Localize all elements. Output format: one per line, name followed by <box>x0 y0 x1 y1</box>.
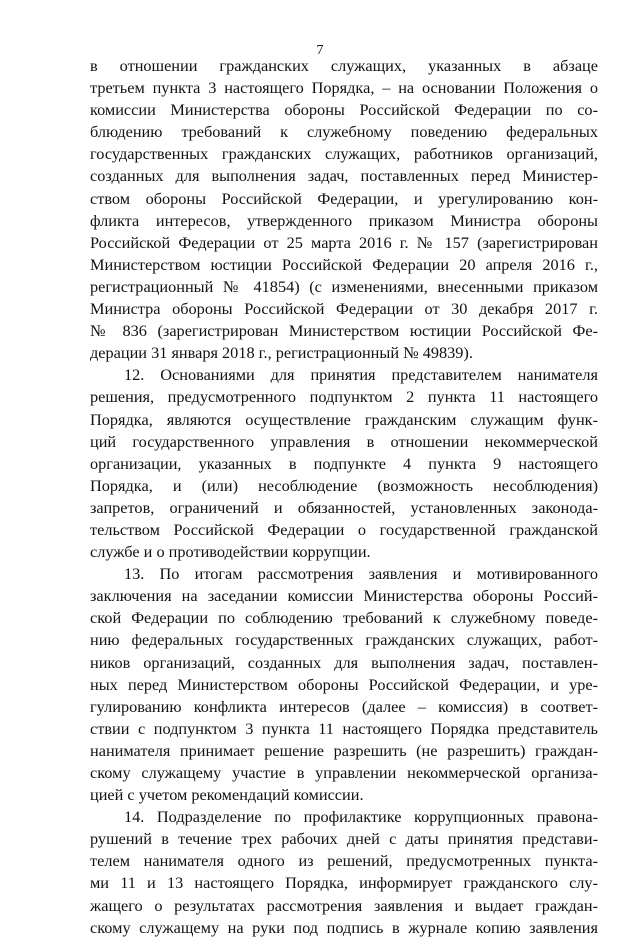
text-line: регистрационный № 41854) (с изменениями, внесенными приказом <box>90 276 598 296</box>
text-line: Министра обороны Российской Федерации от 30 декабря 2017 г. <box>90 299 598 319</box>
text-line: 13. По итогам рассмотрения заявления и мотивированного <box>124 564 598 584</box>
text-line: Порядка, являются осуществление гражданским служащим функ- <box>90 409 598 429</box>
text-line: 14. Подразделение по профилактике коррупционных правона- <box>124 807 598 827</box>
text-line: государственных гражданских служащих, работников организаций, <box>90 144 598 164</box>
text-line: Порядка, и (или) несоблюдение (возможность несоблюдения) <box>90 475 598 495</box>
text-line: гулированию конфликта интересов (далее – комиссия) в соответ- <box>90 696 598 716</box>
text-line: ций государственного управления в отношении некоммерческой <box>90 431 598 451</box>
text-line: блюдению требований к служебному поведению федеральных <box>90 122 598 142</box>
text-line: запретов, ограничений и обязанностей, установленных законода- <box>90 497 598 517</box>
text-line: Российской Федерации от 25 марта 2016 г. № 157 (зарегистрирован <box>90 232 598 252</box>
text-line: ством обороны Российской Федерации, и урегулированию кон- <box>90 188 598 208</box>
text-line: цией с учетом рекомендаций комиссии. <box>90 785 364 805</box>
text-line: ников организаций, созданных для выполнения задач, поставлен- <box>90 652 598 672</box>
text-line: 12. Основаниями для принятия представителем нанимателя <box>124 365 598 385</box>
text-line: созданных для выполнения задач, поставленных перед Министер- <box>90 166 598 186</box>
text-line: фликта интересов, утвержденного приказом Министра обороны <box>90 210 598 230</box>
text-line: скому служащему участие в управлении некоммерческой организа- <box>90 763 598 782</box>
page-number: 7 <box>316 43 324 58</box>
text-line: третьем пункта 3 настоящего Порядка, – на основании Положения о <box>90 78 598 98</box>
text-line: заключения на заседании комиссии Министерства обороны Россий- <box>90 586 598 606</box>
text-line: дерации 31 января 2018 г., регистрационный № 49839). <box>90 343 473 363</box>
text-line: телем нанимателя одного из решений, предусмотренных пункта- <box>90 851 598 871</box>
text-line: нанимателя принимает решение разрешить (не разрешить) граждан- <box>90 740 598 760</box>
text-line: Министерством юстиции Российской Федерации 20 апреля 2016 г., <box>90 254 598 274</box>
text-line: ных перед Министерством обороны Российской Федерации, и уре- <box>90 674 598 694</box>
text-line: комиссии Министерства обороны Российской Федерации по со- <box>90 100 598 120</box>
text-line: ствии с подпунктом 3 пункта 11 настоящего Порядка представитель <box>90 718 598 738</box>
text-line: решения, предусмотренного подпунктом 2 пункта 11 настоящего <box>90 387 598 407</box>
text-line: ской Федерации по соблюдению требований к служебному поведе- <box>90 608 598 628</box>
text-line: организации, указанных в подпункте 4 пункта 9 настоящего <box>90 453 598 473</box>
text-line: рушений в течение трех рабочих дней с даты принятия представи- <box>90 829 598 849</box>
text-line: тельством Российской Федерации о государственной гражданской <box>90 519 598 539</box>
text-line: № 836 (зарегистрирован Министерством юстиции Российской Фе- <box>90 321 598 341</box>
document-body-text <box>90 55 598 939</box>
text-line: ми 11 и 13 настоящего Порядка, информирует гражданского слу- <box>90 873 598 893</box>
text-line: нию федеральных государственных гражданских служащих, работ- <box>90 630 598 650</box>
text-line: скому служащему на руки под подпись в журнале копию заявления <box>90 917 598 937</box>
text-line: службе и о противодействии коррупции. <box>90 542 371 562</box>
text-line: жащего о результатах рассмотрения заявления и выдает граждан- <box>90 895 598 915</box>
text-line: в отношении гражданских служащих, указанных в абзаце <box>90 56 598 75</box>
